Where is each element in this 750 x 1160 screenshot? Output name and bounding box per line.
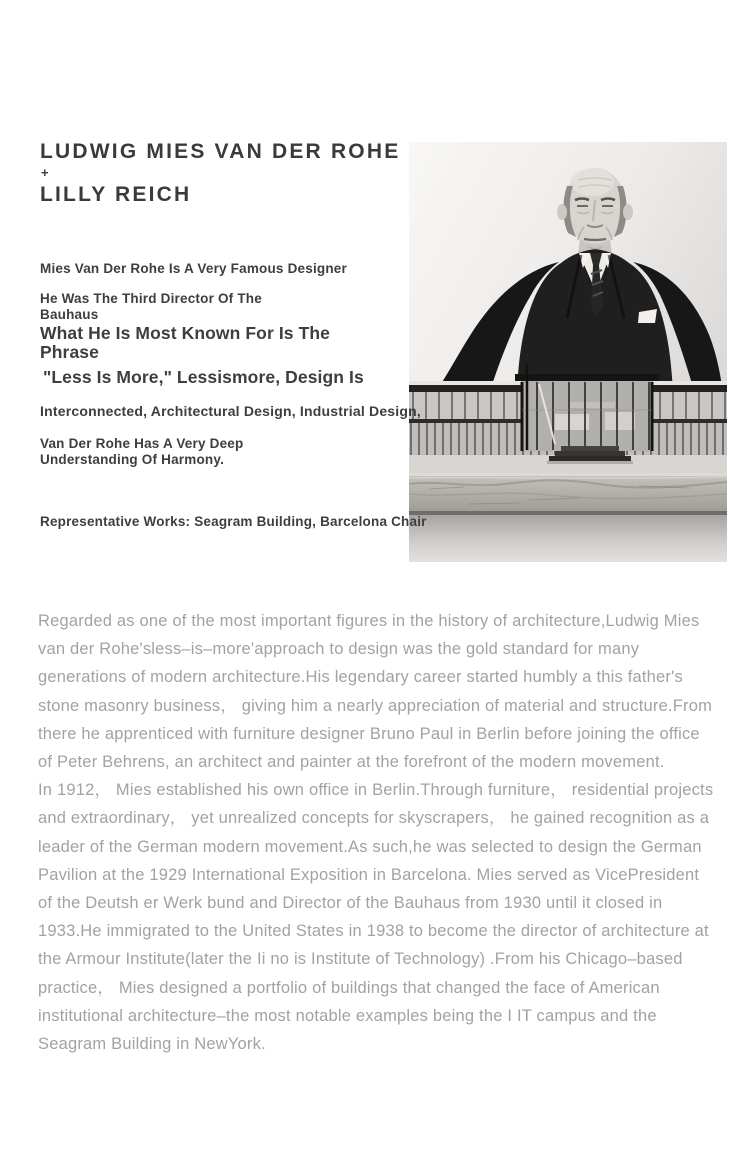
portrait-photo — [409, 142, 727, 562]
subheading-bauhaus-director: He Was The Third Director Of The Bauhaus — [40, 291, 262, 322]
subheading-known-for: What He Is Most Known For Is The Phrase — [40, 323, 331, 362]
article-paragraph-1: Regarded as one of the most important figures in the history of architecture,Ludwig Mies van der Rohe'sless–is–more'approach to design was the gold standard for many generations of modern architecture.His legendary career started humbly a this father's stone masonry business， giving him a nearly appreciation of material and structure.From there he apprenticed with furniture designer Bruno Paul in Berlin before joining the office of Peter Behrens, an architect and painter at the forefront of the modern movement. — [38, 612, 713, 772]
portrait-photo-illustration — [409, 142, 727, 562]
architecture-model — [409, 364, 727, 562]
subheading-famous-designer: Mies Van Der Rohe Is A Very Famous Designer — [40, 261, 347, 276]
subheading-harmony: Van Der Rohe Has A Very Deep Understanding Of Harmony. — [40, 436, 244, 467]
marble-base — [409, 473, 727, 511]
subheading-design-interconnected: Interconnected, Architectural Design, Industrial Design, — [40, 403, 421, 419]
glass-pavilion — [515, 364, 659, 464]
title-line-1: LUDWIG MIES VAN DER ROHE — [40, 140, 401, 163]
plus-sign: + — [41, 165, 49, 180]
article-paragraph-2: In 1912， Mies established his own office in Berlin.Through furniture， residential projects and extraordinary， yet unrealized concepts for skyscrapers， he gained recognition as a leader of the German modern movement.As such,he was selected to design the German Pavilion at the 1929 International Exposition in Barcelona. Mies served as VicePresident of the Deutsh er Werk bund and Director of the Bauhaus from 1930 until it closed in 1933.He immigrated to the United States in 1938 to become the director of architecture at the Armour Institute(later the Ii no is Institute of Technology) .From his Chicago–based practice， Mies designed a portfolio of buildings that changed the face of American institutional architecture–the most notable examples being the I IT campus and the Seagram Building in NewYork. — [38, 781, 714, 1054]
title-line-2: LILLY REICH — [40, 183, 192, 206]
subheading-representative-works: Representative Works: Seagram Building, Barcelona Chair — [40, 514, 427, 529]
photo-floor — [409, 515, 727, 562]
subheading-less-is-more: "Less Is More," Lessismore, Design Is — [43, 367, 364, 387]
page-title — [40, 140, 400, 206]
article-section — [38, 607, 716, 1058]
